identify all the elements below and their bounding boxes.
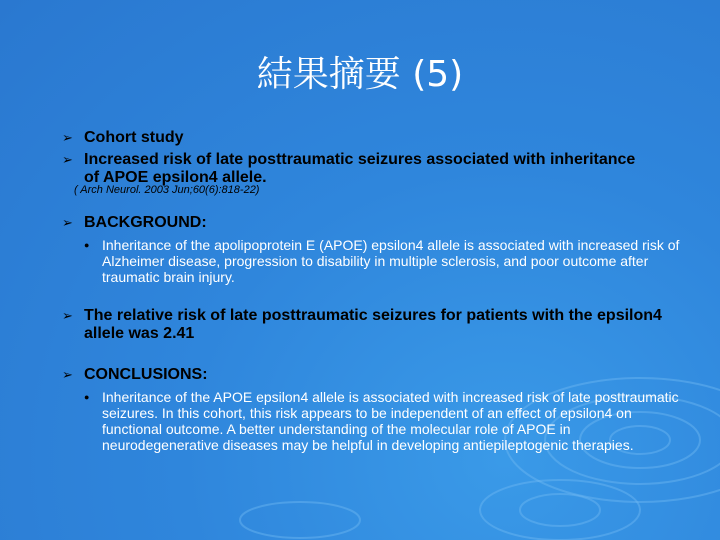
- dot-bullet-icon: ●: [84, 392, 90, 402]
- background-heading: BACKGROUND:: [84, 214, 207, 231]
- arrow-bullet-icon: ➢: [62, 308, 73, 323]
- slide-title: 結果摘要 (5): [256, 54, 464, 95]
- arrow-bullet-icon: ➢: [62, 152, 73, 167]
- arrow-bullet-icon: ➢: [62, 215, 73, 230]
- background-detail: Inheritance of the apolipoprotein E (APOE) epsilon4 allele is associated with increased risk of Alzheimer disease, progression to disability in multiple sclerosis, and poor outcome after traumatic brain injury.: [102, 237, 680, 285]
- bullet-text: Increased risk of late posttraumatic seizures associated with inheritance of APOE epsilon4 allele.: [84, 151, 636, 186]
- citation: ( Arch Neurol. 2003 Jun;60(6):818-22): [74, 184, 260, 196]
- relative-risk-text: The relative risk of late posttraumatic seizures for patients with the epsilon4 allele was 2.41: [84, 307, 662, 342]
- arrow-bullet-icon: ➢: [62, 130, 73, 145]
- conclusions-detail: Inheritance of the APOE epsilon4 allele is associated with increased risk of late posttraumatic seizures. In this cohort, this risk appears to be independent of an effect of epsilon4 on functional outcome. A better understanding of the molecular role of APOE in neurodegenerative diseases may be helpful in developing antiepileptogenic therapies.: [102, 389, 679, 453]
- arrow-bullet-icon: ➢: [62, 367, 73, 382]
- dot-bullet-icon: ●: [84, 240, 90, 250]
- bullet-text: Cohort study: [84, 129, 184, 146]
- conclusions-heading: CONCLUSIONS:: [84, 366, 208, 383]
